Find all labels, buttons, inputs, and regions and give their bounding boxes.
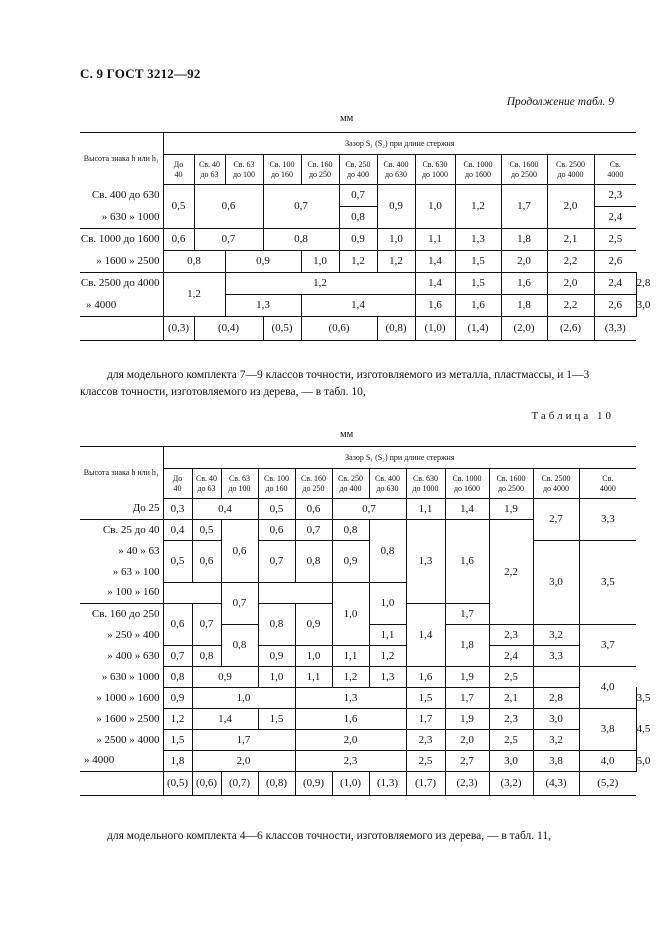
table-cell: 0,3	[163, 499, 192, 520]
table-cell: 1,5	[406, 688, 445, 709]
table-cell: До 25	[80, 499, 163, 520]
table-row	[80, 499, 636, 520]
table-row: » 4000 1,8 2,0 2,3 2,5 2,7 3,0 3,8 4,0 5,0	[80, 751, 636, 772]
table-cell: 0,8	[192, 646, 221, 667]
table-cell: 2,0	[547, 273, 594, 295]
table-cell: 1,7	[192, 730, 295, 751]
table-cell: 0,8	[332, 520, 369, 541]
table-cell: 3,5	[579, 541, 636, 625]
table-cell: 0,7	[163, 646, 192, 667]
table-cell: (2,0)	[501, 317, 547, 341]
table-9	[80, 132, 651, 341]
table-cell: 1,0	[415, 185, 455, 229]
table-cell: 0,7	[332, 499, 406, 520]
table-cell: 1,2	[369, 646, 406, 667]
table-cell: » 400 » 630	[80, 646, 163, 667]
table-cell: (0,4)	[194, 317, 263, 341]
table-cell: 0,9	[163, 688, 192, 709]
table-cell: 0,8	[221, 625, 258, 667]
table-cell: Св. 2500 до 4000	[80, 273, 163, 295]
table-cell: 2,2	[547, 295, 594, 317]
table-cell: (4,3)	[533, 772, 579, 796]
table-cell: 3,3	[579, 499, 636, 541]
table-cell: Св. 630 до 1000	[406, 469, 445, 499]
table9-row-header: Высота знака h или h₁	[80, 133, 163, 185]
table-cell: 3,3	[533, 646, 579, 667]
table-cell: 2,0	[501, 251, 547, 273]
table-cell: 0,7	[263, 185, 339, 229]
table-cell: 1,3	[295, 688, 406, 709]
table-cell: Св. 250 до 400	[332, 469, 369, 499]
page-header: С. 9 ГОСТ 3212—92	[80, 66, 201, 81]
table-cell: (3,3)	[594, 317, 636, 341]
table-cell: 1,0	[377, 229, 415, 251]
table-cell: 2,8	[533, 688, 579, 709]
table-10	[80, 446, 651, 796]
table-cell: Св. 1600 до 2500	[489, 469, 533, 499]
table-cell: 3,0	[533, 541, 579, 625]
table-cell: 1,5	[258, 709, 295, 730]
table-cell: 0,8	[163, 667, 192, 688]
table-cell: (0,6)	[192, 772, 221, 796]
table-cell: 4,0	[579, 667, 636, 709]
continuation-label: Продолжение табл. 9	[506, 96, 614, 108]
table-cell: Св. 100 до 160	[263, 155, 301, 185]
table-cell: Св. 100 до 160	[258, 469, 295, 499]
table-cell: 1,7	[445, 604, 489, 625]
table-cell: 1,2	[163, 273, 225, 317]
table9-col-headers	[80, 155, 636, 185]
table10-group-header: Зазор S₁ (S₂) при длине стержня	[163, 447, 636, 469]
table-cell: 1,7	[445, 688, 489, 709]
table-cell: 1,4	[415, 273, 455, 295]
table-row: » 1600 » 2500 1,2 1,4 1,5 1,6 1,7 1,9 2,3 3,0 3,8 4,5	[80, 709, 636, 730]
table-cell: 1,2	[225, 273, 415, 295]
table-cell: 1,9	[445, 709, 489, 730]
table-cell: 1,1	[369, 625, 406, 646]
table-cell: 0,9	[332, 541, 369, 583]
table-cell	[80, 772, 163, 796]
table-cell: До 40	[163, 155, 194, 185]
table-cell: Св. 400 до 630	[80, 185, 163, 207]
table-cell: 1,0	[301, 251, 339, 273]
table-cell: (1,0)	[332, 772, 369, 796]
table-row	[80, 667, 636, 688]
table-cell: Св. 2500 до 4000	[547, 155, 594, 185]
table-cell: 0,6	[295, 499, 332, 520]
table-cell: 2,5	[594, 229, 636, 251]
table-cell: Св. 160 до 250	[301, 155, 339, 185]
table-cell: 1,7	[501, 185, 547, 229]
table-cell: » 250 » 400	[80, 625, 163, 646]
table-cell: 0,5	[192, 520, 221, 541]
table-cell: 2,3	[489, 625, 533, 646]
table-cell: 4,0	[579, 751, 636, 772]
table-cell: » 1600 » 2500	[80, 251, 163, 273]
table-cell: 0,9	[258, 646, 295, 667]
table-row: Св. 2500 до 4000 1,2 1,2 1,4 1,5 1,6 2,0 2,4 2,8	[80, 273, 636, 295]
table-cell: 0,9	[377, 185, 415, 229]
table-cell: 3,0	[489, 751, 533, 772]
table-cell	[258, 583, 332, 604]
table-row: » 4000 1,3 1,4 1,6 1,6 1,8 2,2 2,6 3,0	[80, 295, 636, 317]
table-cell: Св. 160 до 250	[295, 469, 332, 499]
table-cell: 1,6	[415, 295, 455, 317]
table-cell: 1,1	[406, 499, 445, 520]
table-cell: 1,7	[406, 709, 445, 730]
table-cell: Св. 1000 до 1600	[455, 155, 501, 185]
table-cell: 1,2	[455, 185, 501, 229]
table-cell: 1,3	[369, 667, 406, 688]
table-cell: 0,7	[339, 185, 377, 207]
table-cell: 2,5	[489, 667, 533, 688]
table-cell: Св. 250 до 400	[339, 155, 377, 185]
table-cell: 0,6	[163, 229, 194, 251]
table-cell: 2,6	[594, 295, 636, 317]
table-cell: 1,0	[258, 667, 295, 688]
table-cell: 2,4	[594, 273, 636, 295]
table-cell: (1,7)	[406, 772, 445, 796]
table-cell: 0,8	[369, 520, 406, 583]
table-cell: (2,6)	[547, 317, 594, 341]
table-cell: 0,9	[192, 667, 258, 688]
table10-title: Таблица 10	[531, 410, 614, 422]
table-cell: (0,6)	[301, 317, 377, 341]
table-cell: Св. 63 до 100	[225, 155, 263, 185]
table-cell: 0,8	[263, 229, 339, 251]
table-cell: 1,0	[192, 688, 295, 709]
table-cell: (5,2)	[579, 772, 636, 796]
table-cell: 1,2	[163, 709, 192, 730]
table-cell: 2,5	[489, 730, 533, 751]
table-row	[80, 229, 636, 251]
table-cell: 0,6	[163, 604, 192, 646]
table-cell: 1,2	[377, 251, 415, 273]
table-row	[80, 646, 636, 667]
table-cell: 2,1	[547, 229, 594, 251]
table-cell: Св. 1000 до 1600	[445, 469, 489, 499]
table-cell: 0,6	[221, 520, 258, 583]
table-cell: Св. 1000 до 1600	[80, 229, 163, 251]
table-cell: 1,0	[295, 646, 332, 667]
table-cell: 0,9	[225, 251, 301, 273]
paragraph-2: для модельного комплекта 4—6 классов точности, изготовляемого из дерева, — в табл. 11,	[107, 830, 551, 842]
table-cell: 2,3	[295, 751, 406, 772]
table-cell: Св. 630 до 1000	[415, 155, 455, 185]
table-row	[80, 730, 636, 751]
table-cell: Св. 25 до 40	[80, 520, 163, 541]
table-cell: 0,6	[258, 520, 295, 541]
table-cell: 1,6	[455, 295, 501, 317]
table-cell: 1,8	[501, 295, 547, 317]
table-cell: 1,3	[455, 229, 501, 251]
table-cell: » 630 » 1000	[80, 667, 163, 688]
table-cell: 1,5	[455, 273, 501, 295]
unit-label-2: мм	[340, 429, 354, 440]
table-cell: 0,4	[163, 520, 192, 541]
table-cell: Св. 2500 до 4000	[533, 469, 579, 499]
table-cell: 3,0	[533, 709, 579, 730]
table-cell: 2,4	[594, 207, 636, 229]
table-cell: 2,0	[445, 730, 489, 751]
table-cell: » 2500 » 4000	[80, 730, 163, 751]
table-cell: 2,3	[406, 730, 445, 751]
table-cell: 3,8	[579, 709, 636, 751]
table10-row-header: Высота знака h или h₁	[80, 447, 163, 499]
table-cell: 2,4	[489, 646, 533, 667]
table-cell: 0,5	[258, 499, 295, 520]
table-cell: 2,1	[489, 688, 533, 709]
table-cell: » 4000	[80, 295, 163, 317]
table-cell: 0,7	[258, 541, 295, 583]
table-cell: 3,8	[533, 751, 579, 772]
table-cell: Св. 400 до 630	[377, 155, 415, 185]
table-cell: » 4000	[80, 751, 163, 772]
table-cell: 0,8	[295, 541, 332, 583]
table-cell: 1,6	[445, 520, 489, 604]
table-cell: 0,5	[163, 541, 192, 583]
table-cell: 1,1	[295, 667, 332, 688]
table-cell: 1,4	[406, 604, 445, 667]
table-cell: 1,3	[406, 520, 445, 604]
table-cell: 0,4	[192, 499, 258, 520]
table-cell: 2,3	[489, 709, 533, 730]
paragraph-1: для модельного комплекта 7—9 классов точности, изготовляемого из металла, пластмассы, и 1—3 классов точности, изготовляемого из дерева, — в табл. 10,	[80, 369, 590, 398]
table-cell: 2,6	[594, 251, 636, 273]
table-row	[80, 251, 636, 273]
table-cell: 2,0	[295, 730, 406, 751]
table-cell: Св. 40 до 63	[194, 155, 225, 185]
table-cell: 0,9	[295, 604, 332, 646]
table-cell: (0,8)	[377, 317, 415, 341]
table-cell: 3,2	[533, 730, 579, 751]
table-cell: 1,4	[445, 499, 489, 520]
table-cell: » 630 » 1000	[80, 207, 163, 229]
table-cell: 0,8	[339, 207, 377, 229]
table-row: » 1000 » 1600 0,9 1,0 1,3 1,5 1,7 2,1 2,8 3,5	[80, 688, 636, 709]
table-cell: 1,5	[455, 251, 501, 273]
table-cell: 1,5	[163, 730, 192, 751]
table-row	[80, 185, 636, 207]
table-row	[80, 541, 636, 562]
table-cell: 0,7	[192, 604, 221, 646]
table-cell: 1,2	[332, 667, 369, 688]
table-cell: Св. 160 до 250	[80, 604, 163, 625]
table-cell: 1,6	[406, 667, 445, 688]
table-cell: 1,1	[332, 646, 369, 667]
table-cell: 1,0	[332, 583, 369, 646]
table-cell: До 40	[163, 469, 192, 499]
table-cell	[80, 317, 163, 341]
table-cell: » 63 » 100	[80, 562, 163, 583]
table-cell: 1,4	[415, 251, 455, 273]
table-cell: 1,3	[225, 295, 301, 317]
table-cell: (1,0)	[415, 317, 455, 341]
table-row	[80, 317, 636, 341]
table-cell: (0,8)	[258, 772, 295, 796]
table-cell: Св. 40 до 63	[192, 469, 221, 499]
table-cell: 3,7	[579, 625, 636, 667]
table-cell: » 40 » 63	[80, 541, 163, 562]
table-cell: 0,8	[163, 251, 225, 273]
table-cell: 1,8	[163, 751, 192, 772]
table-cell: Св. 4000	[594, 155, 636, 185]
table-cell: 0,8	[258, 604, 295, 646]
table-cell: 2,2	[489, 520, 533, 625]
table-cell: (0,5)	[263, 317, 301, 341]
table-cell: 1,4	[192, 709, 258, 730]
table-cell: » 1600 » 2500	[80, 709, 163, 730]
table-cell: 2,2	[547, 251, 594, 273]
table-cell: 1,2	[339, 251, 377, 273]
table-cell: 0,9	[339, 229, 377, 251]
table-cell: 2,7	[445, 751, 489, 772]
table-cell: 1,6	[501, 273, 547, 295]
table-cell: 2,0	[547, 185, 594, 229]
table-cell: (1,3)	[369, 772, 406, 796]
table-cell: 0,5	[163, 185, 194, 229]
table-cell: (3,2)	[489, 772, 533, 796]
table-cell: 3,2	[533, 625, 579, 646]
table-cell: 1,8	[445, 625, 489, 667]
table-cell: 2,7	[533, 499, 579, 541]
table-cell: 1,8	[501, 229, 547, 251]
table-cell: Св. 1600 до 2500	[501, 155, 547, 185]
table-cell: 1,0	[369, 583, 406, 625]
table-cell: (0,5)	[163, 772, 192, 796]
table-cell: 1,9	[489, 499, 533, 520]
table-cell: 0,6	[192, 541, 221, 583]
table-cell: 2,0	[192, 751, 295, 772]
table-cell: 2,3	[594, 185, 636, 207]
table-cell: 0,7	[221, 583, 258, 625]
table-cell	[533, 667, 579, 688]
table10-col-headers	[80, 469, 636, 499]
table-cell: (2,3)	[445, 772, 489, 796]
table-cell: (0,9)	[295, 772, 332, 796]
table-cell: 1,1	[415, 229, 455, 251]
table-cell: 2,5	[406, 751, 445, 772]
table-cell: (0,3)	[163, 317, 194, 341]
table-cell	[163, 583, 221, 604]
table-cell: 0,7	[295, 520, 332, 541]
table-cell: Св. 4000	[579, 469, 636, 499]
table-cell: 0,6	[194, 185, 263, 229]
table-cell: Св. 400 до 630	[369, 469, 406, 499]
table9-group-header: Зазор S₁ (S₂) при длине стержня	[163, 133, 636, 155]
table-row	[80, 772, 636, 796]
table-cell: 1,9	[445, 667, 489, 688]
table-cell: 1,4	[301, 295, 415, 317]
table-cell: 1,6	[295, 709, 406, 730]
unit-label: мм	[340, 113, 354, 124]
table-cell: » 100 » 160	[80, 583, 163, 604]
table-cell: » 1000 » 1600	[80, 688, 163, 709]
table-cell: Св. 63 до 100	[221, 469, 258, 499]
table-cell: (0,7)	[221, 772, 258, 796]
table-cell: 0,7	[194, 229, 263, 251]
table-cell: (1,4)	[455, 317, 501, 341]
